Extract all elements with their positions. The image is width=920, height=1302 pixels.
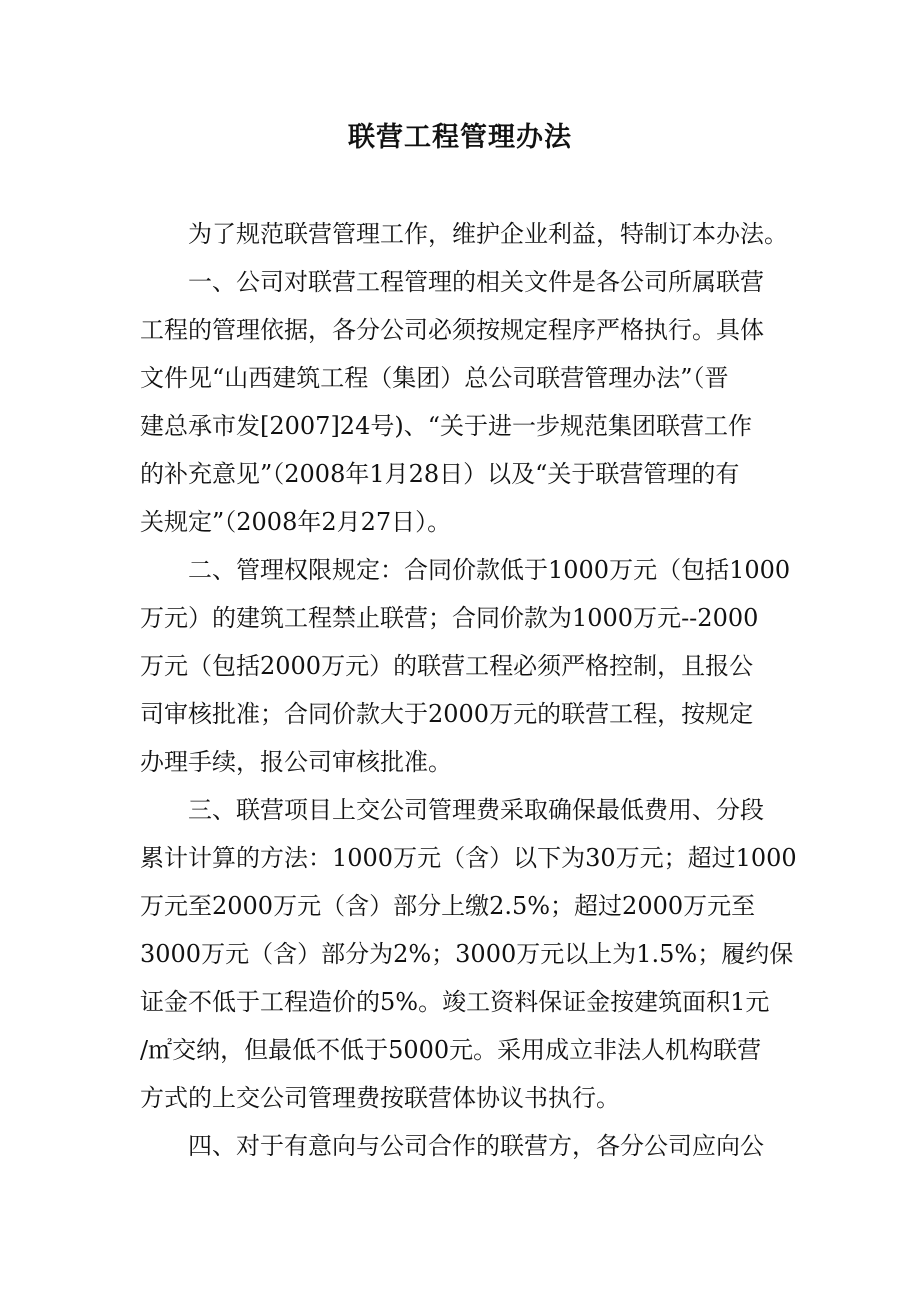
paragraph-4-line-1: 四、对于有意向与公司合作的联营方，各分公司应向公 [188,1132,764,1160]
paragraph-3-line-1: 三、联营项目上交公司管理费采取确保最低费用、分段 [188,796,764,824]
paragraph-1-line-1: 一、公司对联营工程管理的相关文件是各公司所属联营 [188,268,764,296]
paragraph-3-line-6: /㎡交纳，但最低不低于5000元。采用成立非法人机构联营 [140,1036,762,1064]
paragraph-1-line-4: 建总承市发[2007]24号)、“关于进一步规范集团联营工作 [140,412,752,440]
paragraph-2-line-3: 万元（包括2000万元）的联营工程必须严格控制，且报公 [140,652,754,680]
paragraph-3-line-5: 证金不低于工程造价的5%。竣工资料保证金按建筑面积1元 [140,988,770,1016]
paragraph-1-line-5: 的补充意见”（2008年1月28日）以及“关于联营管理的有 [140,460,740,488]
document-title: 联营工程管理办法 [348,122,572,153]
paragraph-3-line-7: 方式的上交公司管理费按联营体协议书执行。 [140,1084,620,1112]
paragraph-3-line-4: 3000万元（含）部分为2%；3000万元以上为1.5%；履约保 [140,940,794,968]
paragraph-2-line-5: 办理手续，报公司审核批准。 [140,748,452,776]
paragraph-1-line-2: 工程的管理依据，各分公司必须按规定程序严格执行。具体 [140,316,764,344]
paragraph-2-line-1: 二、管理权限规定：合同价款低于1000万元（包括1000 [188,556,791,584]
paragraph-intro-line-1: 为了规范联营管理工作，维护企业利益，特制订本办法。 [188,220,788,248]
paragraph-3-line-2: 累计计算的方法：1000万元（含）以下为30万元；超过1000 [140,844,797,872]
paragraph-2-line-2: 万元）的建筑工程禁止联营；合同价款为1000万元--2000 [140,604,759,632]
paragraph-1-line-6: 关规定”（2008年2月27日）。 [140,508,452,536]
paragraph-1-line-3: 文件见“山西建筑工程（集团）总公司联营管理办法”（晋 [140,364,729,392]
paragraph-3-line-3: 万元至2000万元（含）部分上缴2.5%；超过2000万元至 [140,892,756,920]
paragraph-2-line-4: 司审核批准；合同价款大于2000万元的联营工程，按规定 [140,700,754,728]
